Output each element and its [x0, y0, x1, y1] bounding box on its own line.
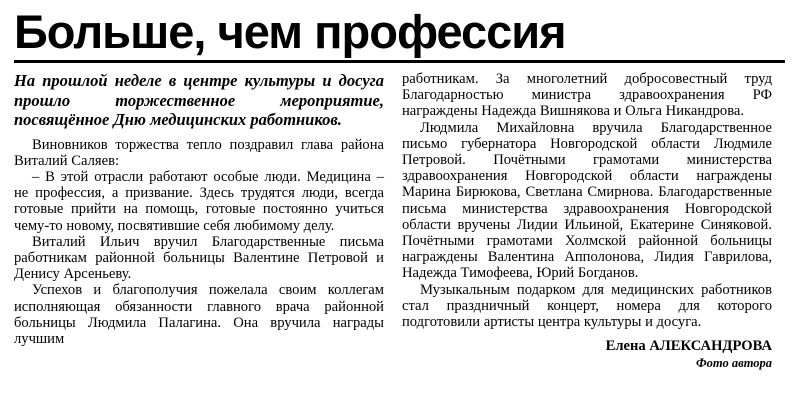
- right-column: [402, 71, 772, 371]
- paragraph: Успехов и благополучия пожелала своим коллегам исполняющая обязанности главного врача районной больницы Людмила Палагина. Она вручила награды лучшим: [14, 282, 384, 347]
- paragraph: Виталий Ильич вручил Благодарственные письма работникам районной больницы Валентине Петровой и Денису Арсеньеву.: [14, 233, 384, 283]
- byline: [402, 338, 772, 371]
- author-name: Елена АЛЕКСАНДРОВА: [605, 338, 772, 355]
- article-columns: [14, 71, 785, 371]
- paragraph: Людмила Михайловна вручила Благодарственное письмо губернатора Новгородской области Людмиле Петровой. Почётными грамотами министерства здравоохранения Новгородской области награждены Марина Бирюкова, Светлана Смирнова. Благодарственные письма министерства здравоохранения Новгородской области вручены Лидии Ильиной, Екатерине Синяковой. Почётными грамотами Холмской районной больницы награждены Валентина Апполонова, Лидия Гаврилова, Надежда Тимофеева, Юрий Богданов.: [402, 119, 772, 282]
- paragraph: Виновников торжества тепло поздравил глава района Виталий Саляев:: [14, 136, 384, 169]
- paragraph: Музыкальным подарком для медицинских работников стал праздничный концерт, номера для которого подготовили артисты центра культуры и досуга.: [402, 281, 772, 331]
- article-lead: На прошлой неделе в центре культуры и досуга прошло торжественное мероприятие, посвящённое Дню медицинских работников.: [14, 71, 384, 129]
- page-title: Больше, чем профессия: [14, 5, 566, 58]
- header-divider: [14, 60, 785, 63]
- left-column: [14, 71, 384, 371]
- photo-credit: Фото автора: [696, 355, 772, 370]
- paragraph: работникам. За многолетний добросовестный труд Благодарностью министра здравоохранения РФ награждены Надежда Вишнякова и Ольга Никандрова.: [402, 71, 772, 120]
- paragraph: – В этой отрасли работают особые люди. Медицина – не профессия, а призвание. Здесь трудятся люди, всегда готовые прийти на помощь, готовые постоянно учиться чему-то новому, посвятившие себя любимому делу.: [14, 168, 384, 234]
